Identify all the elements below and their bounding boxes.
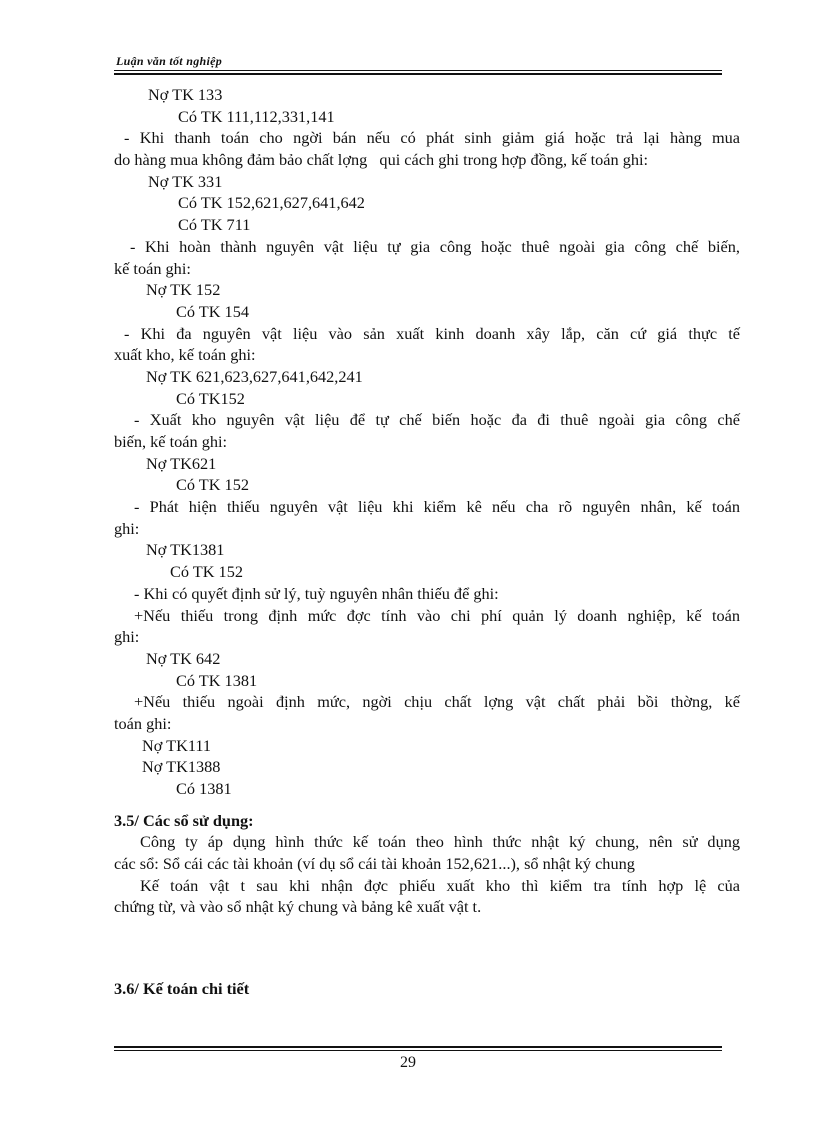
text-line: Có TK 154	[176, 301, 249, 321]
text-line: Nợ TK 152	[146, 280, 221, 300]
text-line: - Khi có quyết định sử lý, tuỳ nguyên nhân thiếu để ghi:	[134, 583, 499, 603]
document-body	[114, 84, 740, 1000]
text-line: do hàng mua không đảm bảo chất lợng qui cách ghi trong hợp đồng, kế toán ghi:	[114, 150, 649, 170]
text-line: Nợ TK 642	[146, 648, 221, 668]
section-3-5-lines	[114, 831, 740, 918]
text-line: Có TK152	[176, 388, 245, 408]
text-line: các sổ: Sổ cái các tài khoản (ví dụ sổ cái tài khoản 152,621...), sổ nhật ký chung	[114, 854, 635, 874]
footer-rule-thick	[114, 1046, 722, 1048]
text-line: Nợ TK1388	[142, 757, 221, 777]
text-line: Có TK 152,621,627,641,642	[178, 193, 365, 213]
header-rule-thin	[114, 70, 722, 71]
footer-rule-thin	[114, 1050, 722, 1051]
header-title: Luận văn tốt nghiệp	[116, 54, 223, 68]
text-line: Nợ TK111	[142, 735, 212, 755]
text-line: ghi:	[114, 518, 140, 538]
text-line: Nợ TK 133	[148, 85, 223, 104]
text-line: +Nếu thiếu ngoài định mức, ngời chịu chất lợng vật chất phải bồi thờng, kế	[134, 692, 740, 712]
text-line: Có TK 711	[178, 215, 251, 235]
section-heading-3-5: 3.5/ Các sổ sử dụng:	[114, 810, 254, 830]
text-line: Có TK 152	[170, 562, 243, 582]
text-line: Có 1381	[176, 779, 232, 798]
section-heading-3-6: 3.6/ Kế toán chi tiết	[114, 979, 250, 999]
text-line: +Nếu thiếu trong định mức đợc tính vào chi phí quản lý doanh nghiệp, kế toán	[134, 605, 740, 625]
text-line: Có TK 111,112,331,141	[178, 106, 335, 126]
text-line: Nợ TK1381	[146, 540, 225, 560]
text-line: Có TK 1381	[176, 670, 258, 690]
header-rule-thick	[114, 73, 722, 75]
text-line: - Xuất kho nguyên vật liệu để tự chế biến hoặc đa đi thuê ngoài gia công chế	[134, 410, 740, 430]
main-lines	[114, 84, 740, 800]
text-line: biến, kế toán ghi:	[114, 432, 228, 451]
spacer	[114, 918, 740, 978]
page-header	[116, 52, 722, 70]
text-line: Nợ TK 331	[148, 171, 223, 191]
text-line: Nợ TK621	[146, 453, 217, 473]
text-line: - Khi thanh toán cho ngời bán nếu có phát sinh giảm giá hoặc trả lại hàng mua	[124, 128, 740, 148]
text-line: toán ghi:	[114, 713, 172, 733]
text-line: kế toán ghi:	[114, 258, 191, 278]
page-number: 29	[400, 1054, 416, 1071]
text-line: Có TK 152	[176, 475, 249, 495]
text-line: xuất kho, kế toán ghi:	[114, 345, 256, 365]
text-line: chứng từ, và vào sổ nhật ký chung và bảng kê xuất vật t.	[114, 897, 482, 917]
text-line: - Khi hoàn thành nguyên vật liệu tự gia công hoặc thuê ngoài gia công chế biến,	[130, 236, 740, 256]
text-line: ghi:	[114, 627, 140, 647]
text-line: Nợ TK 621,623,627,641,642,241	[146, 366, 363, 386]
text-line: - Khi đa nguyên vật liệu vào sản xuất kinh doanh xây lắp, căn cứ giá thực tế	[124, 323, 740, 343]
text-line: - Phát hiện thiếu nguyên vật liệu khi kiểm kê nếu cha rõ nguyên nhân, kế toán	[134, 497, 740, 517]
text-line: Công ty áp dụng hình thức kế toán theo hình thức nhật ký chung, nên sử dụng	[140, 832, 740, 852]
spacer	[114, 800, 740, 810]
text-line: Kế toán vật t sau khi nhận đợc phiếu xuất kho thì kiểm tra tính hợp lệ của	[140, 875, 740, 895]
